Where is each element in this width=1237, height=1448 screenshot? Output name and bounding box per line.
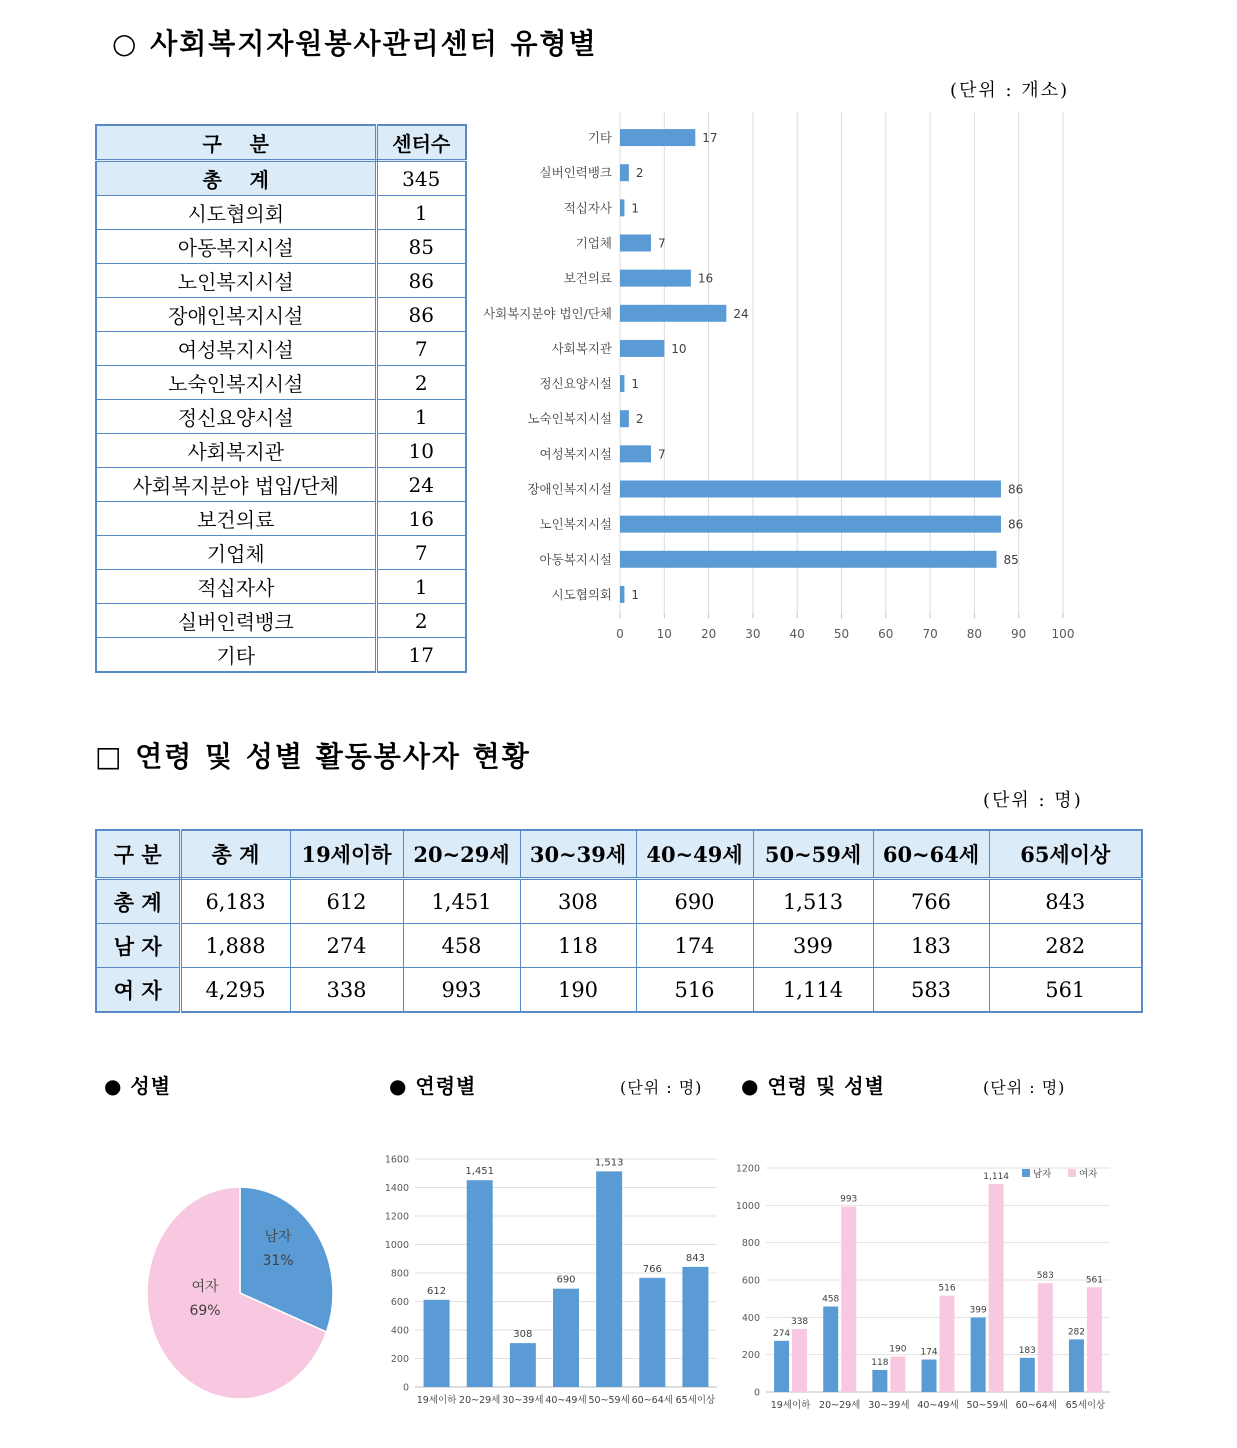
value-cell: 843 — [989, 879, 1142, 924]
value-cell: 7 — [376, 536, 466, 570]
bar-남자 — [971, 1318, 986, 1392]
bar-여자 — [1038, 1283, 1053, 1392]
category-cell: 총 계 — [96, 161, 376, 196]
chart-text: 1600 — [384, 1154, 409, 1166]
chart-text: 90 — [1011, 627, 1027, 641]
chart-text: 308 — [513, 1329, 533, 1341]
category-cell: 노인복지시설 — [96, 264, 376, 298]
value-cell: 1,513 — [753, 879, 873, 924]
chart-text: 993 — [840, 1194, 858, 1205]
value-cell: 274 — [290, 924, 403, 968]
bar — [620, 481, 1001, 498]
chart-text: 여성복지시설 — [539, 446, 612, 462]
chart-text: 583 — [1036, 1271, 1054, 1282]
chart-text: 70 — [922, 627, 938, 641]
category-cell: 노숙인복지시설 — [96, 366, 376, 400]
table-row — [96, 968, 1142, 1013]
chart-text: 10 — [671, 341, 687, 356]
value-cell: 7 — [376, 332, 466, 366]
chart-text: 200 — [390, 1354, 409, 1365]
value-cell: 690 — [636, 879, 753, 924]
chart-text: 282 — [1067, 1327, 1086, 1338]
chart-text: 0 — [402, 1382, 409, 1394]
chart-text: 여자 — [1079, 1169, 1098, 1180]
col-header: 65세이상 — [989, 830, 1142, 879]
chart-text: 7 — [658, 236, 666, 251]
category-cell: 아동복지시설 — [96, 230, 376, 264]
chart-text: 사회복지관 — [551, 340, 612, 356]
chart-text: 40~49세 — [545, 1395, 587, 1406]
chart-text: 400 — [741, 1312, 760, 1324]
category-cell: 적십자사 — [96, 570, 376, 604]
value-cell: 16 — [376, 502, 466, 536]
chart-text: 20~29세 — [459, 1395, 501, 1406]
chart-text: 1 — [631, 201, 640, 216]
chart-text: 0 — [616, 627, 624, 641]
bar — [620, 235, 651, 252]
bar-여자 — [1087, 1287, 1102, 1392]
table-row — [96, 196, 466, 230]
row-header-cell: 남 자 — [96, 924, 180, 968]
category-cell: 기업체 — [96, 536, 376, 570]
chart-text: 1 — [631, 377, 640, 392]
chart-text: 50~59세 — [588, 1395, 630, 1406]
col-header: 총 계 — [180, 830, 290, 879]
table-row — [96, 879, 1142, 924]
category-cell: 여성복지시설 — [96, 332, 376, 366]
value-cell: 10 — [376, 434, 466, 468]
chart-text: 60 — [878, 627, 894, 641]
center-type-table — [95, 124, 467, 673]
chart-text: 100 — [1051, 627, 1075, 641]
chart-text: 10 — [656, 627, 672, 641]
bar — [639, 1278, 665, 1387]
value-cell: 612 — [290, 879, 403, 924]
chart-text: 2 — [635, 166, 644, 181]
table-row — [96, 264, 466, 298]
chart-text: 1000 — [735, 1200, 760, 1212]
bar — [510, 1343, 536, 1387]
bar-남자 — [1020, 1358, 1035, 1392]
chart-text: 0 — [753, 1387, 760, 1399]
value-cell: 1 — [376, 196, 466, 230]
bar — [620, 164, 629, 181]
chart-text: 65세이상 — [675, 1395, 716, 1406]
chart-text: 남자 — [1033, 1169, 1052, 1180]
chart-text: 600 — [741, 1275, 760, 1287]
chart-text: 1,451 — [465, 1166, 495, 1178]
chart-text: 시도협의회 — [551, 586, 612, 602]
category-cell: 사회복지분야 법입/단체 — [96, 468, 376, 502]
bar-여자 — [890, 1357, 905, 1392]
chart-text: 24 — [733, 306, 749, 321]
chart-text: 아동복지시설 — [539, 551, 612, 567]
row-header-cell: 총 계 — [96, 879, 180, 924]
value-cell: 308 — [520, 879, 636, 924]
value-cell: 118 — [520, 924, 636, 968]
value-cell: 516 — [636, 968, 753, 1013]
value-cell: 1 — [376, 400, 466, 434]
bar — [620, 410, 629, 427]
center-type-bar-chart — [478, 106, 1126, 664]
col-header: 40~49세 — [636, 830, 753, 879]
chart-text: 50 — [833, 627, 850, 641]
value-cell: 2 — [376, 604, 466, 638]
category-cell: 시도협의회 — [96, 196, 376, 230]
value-cell: 583 — [873, 968, 989, 1013]
chart-text: 31% — [262, 1253, 294, 1269]
value-cell: 86 — [376, 298, 466, 332]
age-gender-grouped-bar-chart — [730, 1145, 1155, 1427]
bar — [553, 1289, 579, 1387]
chart-text: 남자 — [264, 1229, 292, 1245]
value-cell: 1,451 — [403, 879, 520, 924]
chart-text: 600 — [390, 1297, 409, 1308]
chart-text: 200 — [741, 1350, 760, 1362]
bar — [620, 516, 1001, 533]
value-cell: 399 — [753, 924, 873, 968]
bar — [620, 305, 726, 322]
bar — [620, 551, 997, 568]
chart-text: 1 — [631, 587, 640, 602]
value-cell: 183 — [873, 924, 989, 968]
value-cell: 174 — [636, 924, 753, 968]
chart-text: 60~64세 — [1015, 1400, 1057, 1411]
table-row — [96, 400, 466, 434]
bar-여자 — [841, 1207, 856, 1392]
chart-text: 30~39세 — [868, 1400, 910, 1411]
chart-text: 516 — [938, 1283, 956, 1294]
chart-text: 174 — [920, 1347, 938, 1358]
bar — [467, 1180, 493, 1387]
gender-chart-caption: ● 성별 — [104, 1074, 172, 1098]
chart-text: 노인복지시설 — [539, 516, 612, 532]
chart-text: 적십자사 — [563, 200, 612, 216]
value-cell: 17 — [376, 638, 466, 673]
table-row — [96, 536, 466, 570]
col-header-center-count: 센터수 — [376, 125, 466, 161]
chart-text: 정신요양시설 — [539, 376, 612, 392]
value-cell: 4,295 — [180, 968, 290, 1013]
table-row — [96, 468, 466, 502]
chart-text: 1200 — [735, 1163, 760, 1175]
value-cell: 766 — [873, 879, 989, 924]
bar-여자 — [989, 1184, 1004, 1392]
table-row — [96, 502, 466, 536]
table-row — [96, 604, 466, 638]
chart-text: 2 — [635, 412, 644, 427]
chart-text: 190 — [889, 1344, 907, 1355]
chart-text: 20 — [700, 627, 717, 641]
chart-text: 여자 — [191, 1279, 219, 1295]
table1-header-row — [96, 125, 466, 161]
bar — [682, 1267, 708, 1387]
table2-header-row — [96, 830, 1142, 879]
chart-text: 400 — [390, 1325, 409, 1337]
value-cell: 282 — [989, 924, 1142, 968]
age-gender-table — [95, 829, 1143, 1013]
table-row — [96, 298, 466, 332]
age-gender-chart-unit-label: (단위 : 명) — [983, 1078, 1066, 1097]
value-cell: 6,183 — [180, 879, 290, 924]
gender-pie-chart — [115, 1155, 380, 1420]
value-cell: 190 — [520, 968, 636, 1013]
age-chart-unit-label: (단위 : 명) — [620, 1078, 703, 1097]
chart-text: 766 — [642, 1263, 662, 1275]
chart-text: 85 — [1003, 552, 1019, 567]
category-cell: 기타 — [96, 638, 376, 673]
category-cell: 실버인력뱅크 — [96, 604, 376, 638]
chart-text: 17 — [702, 131, 718, 146]
value-cell: 1,888 — [180, 924, 290, 968]
value-cell: 1,114 — [753, 968, 873, 1013]
age-chart-caption: ● 연령별 — [389, 1074, 477, 1098]
chart-text: 40 — [789, 627, 805, 641]
col-header: 구 분 — [96, 830, 180, 879]
chart-text: 1,513 — [594, 1157, 624, 1169]
bar-남자 — [823, 1307, 838, 1392]
chart-text: 30~39세 — [502, 1395, 544, 1406]
value-cell: 85 — [376, 230, 466, 264]
bar-남자 — [872, 1370, 887, 1392]
col-header: 30~39세 — [520, 830, 636, 879]
value-cell: 345 — [376, 161, 466, 196]
legend-swatch-남자 — [1022, 1169, 1030, 1177]
bar — [620, 199, 624, 216]
section1-title: ○ 사회복지자원봉사관리센터 유형별 — [112, 27, 598, 60]
table-row — [96, 332, 466, 366]
chart-text: 16 — [697, 271, 714, 286]
chart-text: 1400 — [384, 1183, 409, 1194]
bar-남자 — [774, 1341, 789, 1392]
bar — [620, 340, 664, 357]
col-header: 50~59세 — [753, 830, 873, 879]
value-cell: 561 — [989, 968, 1142, 1013]
value-cell: 2 — [376, 366, 466, 400]
chart-text: 노숙인복지시설 — [527, 411, 612, 427]
chart-text: 20~29세 — [819, 1400, 861, 1411]
chart-text: 60~64세 — [631, 1395, 673, 1406]
chart-text: 843 — [685, 1252, 705, 1264]
bar-남자 — [922, 1360, 937, 1392]
chart-text: 19세이하 — [770, 1400, 811, 1411]
chart-text: 1200 — [384, 1211, 409, 1223]
chart-text: 19세이하 — [416, 1395, 457, 1406]
bar-여자 — [940, 1296, 955, 1392]
bar — [620, 375, 624, 392]
row-header-cell: 여 자 — [96, 968, 180, 1013]
chart-text: 40~49세 — [917, 1400, 959, 1411]
chart-text: 69% — [189, 1303, 221, 1319]
value-cell: 458 — [403, 924, 520, 968]
category-cell: 보건의료 — [96, 502, 376, 536]
col-header: 20~29세 — [403, 830, 520, 879]
section2-unit-label: (단위 : 명) — [983, 790, 1083, 811]
age-bar-chart — [383, 1147, 725, 1425]
legend-swatch-여자 — [1068, 1169, 1076, 1177]
chart-text: 399 — [969, 1305, 987, 1316]
chart-text: 338 — [790, 1316, 809, 1327]
col-header: 19세이하 — [290, 830, 403, 879]
col-header-category: 구 분 — [96, 125, 376, 161]
table-row — [96, 924, 1142, 968]
bar — [620, 586, 624, 603]
value-cell: 993 — [403, 968, 520, 1013]
table-row — [96, 230, 466, 264]
total-row — [96, 161, 466, 196]
bar-남자 — [1069, 1339, 1084, 1392]
table-row — [96, 570, 466, 604]
chart-text: 1,114 — [983, 1172, 1010, 1183]
chart-text: 612 — [427, 1285, 447, 1297]
chart-text: 1000 — [384, 1240, 409, 1251]
category-cell: 사회복지관 — [96, 434, 376, 468]
chart-text: 86 — [1007, 517, 1024, 532]
chart-text: 86 — [1007, 482, 1024, 497]
chart-text: 118 — [871, 1357, 889, 1368]
chart-text: 기타 — [587, 130, 612, 146]
chart-text: 183 — [1018, 1345, 1036, 1356]
bar — [596, 1171, 622, 1387]
value-cell: 24 — [376, 468, 466, 502]
section2-title: □ 연령 및 성별 활동봉사자 현황 — [95, 740, 531, 773]
bar — [620, 270, 691, 287]
chart-text: 7 — [658, 447, 666, 462]
value-cell: 338 — [290, 968, 403, 1013]
chart-text: 사회복지분야 법인/단체 — [483, 305, 612, 321]
table-row — [96, 366, 466, 400]
chart-text: 30 — [745, 627, 761, 641]
value-cell: 1 — [376, 570, 466, 604]
chart-text: 458 — [822, 1294, 840, 1305]
bar — [620, 129, 695, 146]
chart-text: 기업체 — [575, 235, 612, 251]
section1-unit-label: (단위 : 개소) — [950, 80, 1070, 101]
chart-text: 561 — [1085, 1275, 1104, 1286]
bar — [424, 1300, 450, 1387]
category-cell: 장애인복지시설 — [96, 298, 376, 332]
chart-text: 장애인복지시설 — [527, 481, 612, 497]
chart-text: 800 — [390, 1268, 409, 1280]
table-row — [96, 434, 466, 468]
chart-text: 800 — [741, 1238, 760, 1250]
age-gender-chart-caption: ● 연령 및 성별 — [741, 1074, 885, 1098]
bar — [620, 445, 651, 462]
chart-text: 보건의료 — [563, 270, 612, 286]
bar-여자 — [792, 1329, 807, 1392]
chart-text: 274 — [772, 1328, 791, 1339]
chart-text: 65세이상 — [1065, 1400, 1106, 1411]
col-header: 60~64세 — [873, 830, 989, 879]
value-cell: 86 — [376, 264, 466, 298]
chart-text: 실버인력뱅크 — [539, 165, 612, 181]
table-row — [96, 638, 466, 673]
chart-text: 50~59세 — [966, 1400, 1008, 1411]
chart-text: 690 — [556, 1274, 576, 1286]
chart-text: 80 — [966, 627, 983, 641]
category-cell: 정신요양시설 — [96, 400, 376, 434]
